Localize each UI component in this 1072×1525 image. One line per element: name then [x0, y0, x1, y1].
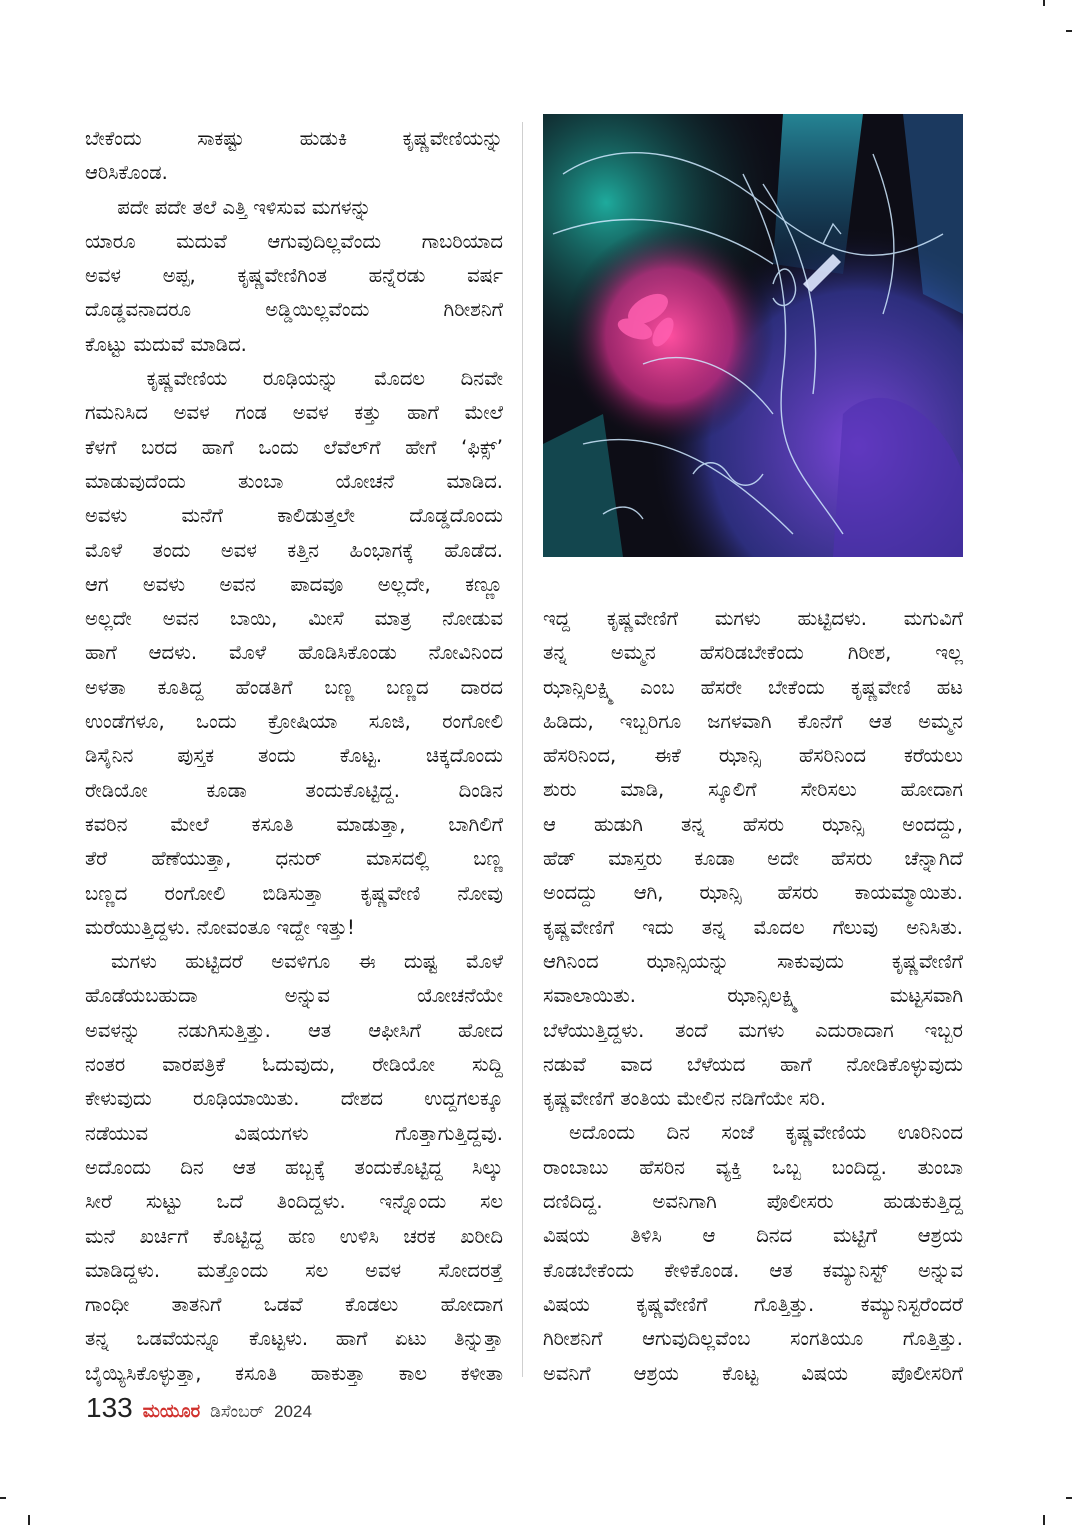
paragraph-cont — [543, 773, 963, 807]
text-line: ಯಾರೂ ಮದುವೆ ಆಗುವುದಿಲ್ಲವೆಂದು ಗಾಬರಿಯಾದ — [85, 229, 503, 253]
crop-mark — [1043, 1515, 1045, 1525]
paragraph — [85, 191, 503, 225]
paragraph-cont — [85, 911, 503, 945]
text-line: ಮನೆ ಖರ್ಚಿಗೆ ಕೊಟ್ಟಿದ್ದ ಹಣ ಉಳಿಸಿ ಚರಕ ಖರೀದಿ — [85, 1224, 503, 1248]
paragraph-cont — [543, 979, 963, 1013]
text-line: ವಿಷಯ ತಿಳಿಸಿ ಆ ದಿನದ ಮಟ್ಟಿಗೆ ಆಶ್ರಯ — [543, 1224, 963, 1248]
paragraph-cont — [543, 1288, 963, 1322]
paragraph-cont — [543, 1322, 963, 1356]
paragraph-cont — [543, 1151, 963, 1185]
paragraph-cont — [543, 1357, 963, 1391]
text-line: ಪದೇ ಪದೇ ತಲೆ ಎತ್ತಿ ಇಳಿಸುವ ಮಗಳನ್ನು — [117, 195, 372, 219]
text-line: ಕೊಡಬೇಕೆಂದು ಕೇಳಿಕೊಂಡ. ಆತ ಕಮ್ಯುನಿಸ್ಟ್ ಅನ್ನುವ — [543, 1258, 963, 1282]
paragraph-cont — [85, 671, 503, 705]
text-line: ಆಗ ಅವಳು ಅವನ ಪಾದವೂ ಅಲ್ಲದೇ, ಕಣ್ಣೂ — [85, 572, 503, 596]
paragraph-cont — [85, 1254, 503, 1288]
illustration — [543, 114, 963, 557]
text-line: ಅದೊಂದು ದಿನ ಆತ ಹಬ್ಬಕ್ಕೆ ತಂದುಕೊಟ್ಟಿದ್ದ ಸಿಲ್ಕು — [85, 1155, 503, 1179]
paragraph-cont — [85, 328, 503, 362]
paragraph-cont — [543, 636, 963, 670]
paragraph-cont — [85, 396, 503, 430]
paragraph-cont — [543, 1254, 963, 1288]
text-line: ನಂತರ ವಾರಪತ್ರಿಕೆ ಓದುವುದು, ರೇಡಿಯೋ ಸುದ್ದಿ — [85, 1053, 503, 1077]
paragraph-cont — [85, 739, 503, 773]
paragraph-cont — [85, 602, 503, 636]
paragraph-cont — [543, 842, 963, 876]
paragraph-cont — [85, 1185, 503, 1219]
text-line: ಸೀರೆ ಸುಟ್ಟು ಒದೆ ತಿಂದಿದ್ದಳು. ಇನ್ನೊಂದು ಸಲ — [85, 1190, 503, 1214]
crop-mark — [1066, 1497, 1072, 1499]
text-line: ಕೃಷ್ಣವೇಣಿಯ ರೂಢಿಯನ್ನು ಮೊದಲ ದಿನವೇ — [146, 367, 504, 391]
paragraph-cont — [85, 1322, 503, 1356]
paragraph-cont — [85, 259, 503, 293]
text-line: ಅವಳು ಮನೆಗೆ ಕಾಲಿಡುತ್ತಲೇ ದೊಡ್ಡದೊಂದು — [85, 504, 503, 528]
text-line: ನಡುವೆ ವಾದ ಬೆಳೆಯದ ಹಾಗೆ ನೋಡಿಕೊಳ್ಳುವುದು — [543, 1052, 963, 1076]
paragraph-cont — [543, 911, 963, 945]
paragraph-cont — [543, 739, 963, 773]
text-line: ದಣಿದಿದ್ದ. ಅವನಿಗಾಗಿ ಪೊಲೀಸರು ಹುಡುಕುತ್ತಿದ್ದ — [543, 1190, 963, 1214]
text-line: ಹೆಸರಿನಿಂದ, ಈಕೆ ಝಾನ್ಸಿ ಹೆಸರಿನಿಂದ ಕರೆಯಲು — [543, 744, 963, 768]
abstract-painting-woman-face-icon — [543, 114, 963, 557]
text-line: ಹೊಡೆಯಬಹುದಾ ಅನ್ನುವ ಯೋಚನೆಯೇ — [85, 984, 503, 1008]
text-line: ತನ್ನ ಅಮ್ಮನ ಹೆಸರಿಡಬೇಕೆಂದು ಗಿರೀಶ, ಇಲ್ಲ — [543, 641, 963, 665]
paragraph-cont — [85, 499, 503, 533]
text-line: ಕೊಟ್ಟು ಮದುವೆ ಮಾಡಿದ. — [85, 332, 247, 356]
text-line: ಮಾಡುವುದೆಂದು ತುಂಬಾ ಯೋಚನೆ ಮಾಡಿದ. — [85, 469, 503, 493]
paragraph-cont — [85, 1048, 503, 1082]
paragraph-cont — [85, 1220, 503, 1254]
text-line: ಡಿಸೈನಿನ ಪುಸ್ತಕ ತಂದು ಕೊಟ್ಟ. ಚಿಕ್ಕದೊಂದು — [85, 744, 503, 768]
paragraph-cont — [85, 225, 503, 259]
paragraph-cont — [85, 1082, 503, 1116]
paragraph-cont — [85, 877, 503, 911]
text-line: ತೆರೆ ಹೆಣೆಯುತ್ತಾ, ಧನುರ್ ಮಾಸದಲ್ಲಿ ಬಣ್ಣ — [85, 847, 503, 871]
text-line: ಝಾನ್ಸಿಲಕ್ಷ್ಮಿ ಎಂಬ ಹೆಸರೇ ಬೇಕೆಂದು ಕೃಷ್ಣವೇಣಿ ಹಟ — [543, 675, 963, 699]
text-line: ಅಳತಾ ಕೂತಿದ್ದ ಹೆಂಡತಿಗೆ ಬಣ್ಣ ಬಣ್ಣದ ದಾರದ — [85, 675, 503, 699]
paragraph-cont — [85, 636, 503, 670]
magazine-logo: ಮಯೂರ — [142, 1401, 201, 1421]
paragraph-cont — [85, 431, 503, 465]
text-line: ಬೆಳೆಯುತ್ತಿದ್ದಳು. ತಂದೆ ಮಗಳು ಎದುರಾದಾಗ ಇಬ್ಬರ — [543, 1018, 963, 1042]
text-line: ಅದೊಂದು ದಿನ ಸಂಜೆ ಕೃಷ್ಣವೇಣಿಯ ಊರಿನಿಂದ — [569, 1121, 963, 1145]
paragraph-cont — [85, 1357, 503, 1391]
paragraph-cont — [543, 808, 963, 842]
paragraph-cont — [85, 842, 503, 876]
text-line: ಆ ಹುಡುಗಿ ತನ್ನ ಹೆಸರು ಝಾನ್ಸಿ ಅಂದದ್ದು, — [543, 812, 963, 836]
text-line: ಬೈಯ್ಯಿಸಿಕೊಳ್ಳುತ್ತಾ, ಕಸೂತಿ ಹಾಕುತ್ತಾ ಕಾಲ ಕಳೀತಾ — [85, 1361, 503, 1385]
crop-mark — [28, 1515, 30, 1525]
text-line: ನಡೆಯುವ ವಿಷಯಗಳು ಗೊತ್ತಾಗುತ್ತಿದ್ದವು. — [85, 1121, 503, 1145]
paragraph-cont — [85, 979, 503, 1013]
text-line: ಕೆಳಗೆ ಬರದ ಹಾಗೆ ಒಂದು ಲೆವೆಲ್‌ಗೆ ಹೇಗೆ ‘ಫಿಕ್ಸ್’ — [85, 435, 503, 459]
text-line: ಅವನಿಗೆ ಆಶ್ರಯ ಕೊಟ್ಟ ವಿಷಯ ಪೊಲೀಸರಿಗೆ — [543, 1361, 963, 1385]
text-line: ಮರೆಯುತ್ತಿದ್ದಳು. ನೋವಂತೂ ಇದ್ದೇ ಇತ್ತು! — [85, 915, 355, 939]
text-line: ಸವಾಲಾಯಿತು. ಝಾನ್ಸಿಲಕ್ಷ್ಮಿ ಮಟ್ಟಸವಾಗಿ — [543, 984, 963, 1008]
paragraph — [85, 945, 503, 979]
paragraph-cont — [85, 1288, 503, 1322]
text-line: ಅಲ್ಲದೇ ಅವನ ಬಾಯಿ, ಮೀಸೆ ಮಾತ್ರ ನೋಡುವ — [85, 607, 503, 631]
text-line: ಇದ್ದ ಕೃಷ್ಣವೇಣಿಗೆ ಮಗಳು ಹುಟ್ಟಿದಳು. ಮಗುವಿಗೆ — [543, 607, 963, 630]
paragraph-cont — [85, 1014, 503, 1048]
crop-mark — [1066, 30, 1072, 32]
text-line: ಕೇಳುವುದು ರೂಢಿಯಾಯಿತು. ದೇಶದ ಉದ್ದಗಲಕ್ಕೂ — [85, 1087, 503, 1111]
crop-mark — [1043, 0, 1045, 6]
text-line: ವಿಷಯ ಕೃಷ್ಣವೇಣಿಗೆ ಗೊತ್ತಿತ್ತು. ಕಮ್ಯುನಿಸ್ಟರೆಂದರೆ — [543, 1292, 963, 1316]
text-line: ಹೆಡ್ ಮಾಸ್ತರು ಕೂಡಾ ಅದೇ ಹೆಸರು ಚೆನ್ನಾಗಿದೆ — [543, 847, 963, 871]
text-line: ಕೃಷ್ಣವೇಣಿಗೆ ತಂತಿಯ ಮೇಲಿನ ನಡಿಗೆಯೇ ಸರಿ. — [543, 1087, 826, 1111]
column-divider — [522, 122, 523, 1377]
article-column-left — [85, 122, 503, 1391]
paragraph-cont — [543, 1219, 963, 1253]
paragraph-cont — [85, 774, 503, 808]
text-line: ಅಂದದ್ದು ಆಗಿ, ಝಾನ್ಸಿ ಹೆಸರು ಕಾಯಮ್ಮಾಯಿತು. — [543, 881, 963, 905]
text-line: ತನ್ನ ಒಡವೆಯನ್ನೂ ಕೊಟ್ಟಳು. ಹಾಗೆ ಏಟು ತಿನ್ನುತ್ತಾ — [85, 1327, 503, 1351]
paragraph-cont — [85, 1151, 503, 1185]
text-line: ಶುರು ಮಾಡಿ, ಸ್ಕೂಲಿಗೆ ಸೇರಿಸಲು ಹೋದಾಗ — [543, 778, 963, 802]
text-line: ಗಾಂಧೀ ತಾತನಿಗೆ ಒಡವೆ ಕೊಡಲು ಹೋದಾಗ — [85, 1293, 503, 1317]
page-footer — [86, 1392, 312, 1432]
paragraph-cont — [543, 1014, 963, 1048]
text-line: ಉಂಡೆಗಳೂ, ಒಂದು ಕ್ರೋಷಿಯಾ ಸೂಜಿ, ರಂಗೋಲಿ — [85, 710, 503, 734]
paragraph-cont — [543, 1082, 963, 1116]
paragraph — [85, 362, 503, 396]
text-line: ದೊಡ್ಡವನಾದರೂ ಅಡ್ಡಿಯಿಲ್ಲವೆಂದು ಗಿರೀಶನಿಗೆ — [85, 298, 503, 322]
text-line: ಮೊಳೆ ತಂದು ಅವಳ ಕತ್ತಿನ ಹಿಂಭಾಗಕ್ಕೆ ಹೊಡೆದ. — [85, 538, 503, 562]
text-line: ಮಗಳು ಹುಟ್ಟಿದರೆ ಅವಳಿಗೂ ಈ ದುಷ್ಟ ಮೊಳೆ — [111, 950, 503, 974]
paragraph-cont — [85, 1117, 503, 1151]
text-line: ಹಿಡಿದು, ಇಬ್ಬರಿಗೂ ಜಗಳವಾಗಿ ಕೊನೆಗೆ ಆತ ಅಮ್ಮನ — [543, 709, 963, 733]
text-line: ಅವಳನ್ನು ನಡುಗಿಸುತ್ತಿತ್ತು. ಆತ ಆಫೀಸಿಗೆ ಹೋದ — [85, 1018, 503, 1042]
text-line: ಅವಳ ಅಪ್ಪ, ಕೃಷ್ಣವೇಣಿಗಿಂತ ಹನ್ನೆರಡು ವರ್ಷ — [85, 264, 503, 288]
paragraph-cont — [543, 1185, 963, 1219]
paragraph-cont — [543, 602, 963, 636]
crop-mark — [0, 1497, 6, 1499]
paragraph-cont — [85, 465, 503, 499]
text-line: ಆರಿಸಿಕೊಂಡ. — [85, 161, 168, 185]
paragraph-cont — [85, 808, 503, 842]
paragraph-cont — [85, 534, 503, 568]
paragraph-cont — [543, 671, 963, 705]
paragraph — [543, 1116, 963, 1150]
text-line: ಗಿರೀಶನಿಗೆ ಆಗುವುದಿಲ್ಲವೆಂಬ ಸಂಗತಿಯೂ ಗೊತ್ತಿತ್ತು. — [543, 1327, 963, 1351]
paragraph-cont — [543, 945, 963, 979]
article-column-right — [543, 602, 963, 1391]
paragraph-cont — [85, 568, 503, 602]
issue-year: 2024 — [274, 1402, 312, 1421]
paragraph-cont — [85, 705, 503, 739]
text-line: ಹಾಗೆ ಆದಳು. ಮೊಳೆ ಹೊಡಿಸಿಕೊಂಡು ನೋವಿನಿಂದ — [85, 641, 503, 665]
issue-month: ಡಿಸೆಂಬರ್ — [210, 1402, 265, 1421]
page-number: 133 — [86, 1392, 133, 1423]
text-line: ಆಗಿನಿಂದ ಝಾನ್ಸಿಯನ್ನು ಸಾಕುವುದು ಕೃಷ್ಣವೇಣಿಗೆ — [543, 949, 963, 973]
text-line: ಬೇಕೆಂದು ಸಾಕಷ್ಟು ಹುಡುಕಿ ಕೃಷ್ಣವೇಣಿಯನ್ನು — [85, 127, 503, 150]
text-line: ಬಣ್ಣದ ರಂಗೋಲಿ ಬಿಡಿಸುತ್ತಾ ಕೃಷ್ಣವೇಣಿ ನೋವು — [85, 881, 503, 905]
text-line: ಕೃಷ್ಣವೇಣಿಗೆ ಇದು ತನ್ನ ಮೊದಲ ಗೆಲುವು ಅನಿಸಿತು. — [543, 915, 963, 939]
paragraph-cont — [85, 293, 503, 327]
paragraph-cont — [543, 876, 963, 910]
paragraph-cont — [543, 705, 963, 739]
text-line: ಮಾಡಿದ್ದಳು. ಮತ್ತೊಂದು ಸಲ ಅವಳ ಸೋದರತ್ತೆ — [85, 1258, 503, 1282]
text-line: ಗಮನಿಸಿದ ಅವಳ ಗಂಡ ಅವಳ ಕತ್ತು ಹಾಗೆ ಮೇಲೆ — [85, 401, 503, 425]
text-line: ರಾಂಬಾಬು ಹೆಸರಿನ ವ್ಯಕ್ತಿ ಒಬ್ಬ ಬಂದಿದ್ದ. ತುಂಬಾ — [543, 1155, 963, 1179]
text-line: ರೇಡಿಯೋ ಕೂಡಾ ತಂದುಕೊಟ್ಟಿದ್ದ. ದಿಂಡಿನ — [85, 778, 503, 802]
paragraph — [85, 122, 503, 191]
paragraph-cont — [543, 1048, 963, 1082]
text-line: ಕವರಿನ ಮೇಲೆ ಕಸೂತಿ ಮಾಡುತ್ತಾ, ಬಾಗಿಲಿಗೆ — [85, 812, 503, 836]
